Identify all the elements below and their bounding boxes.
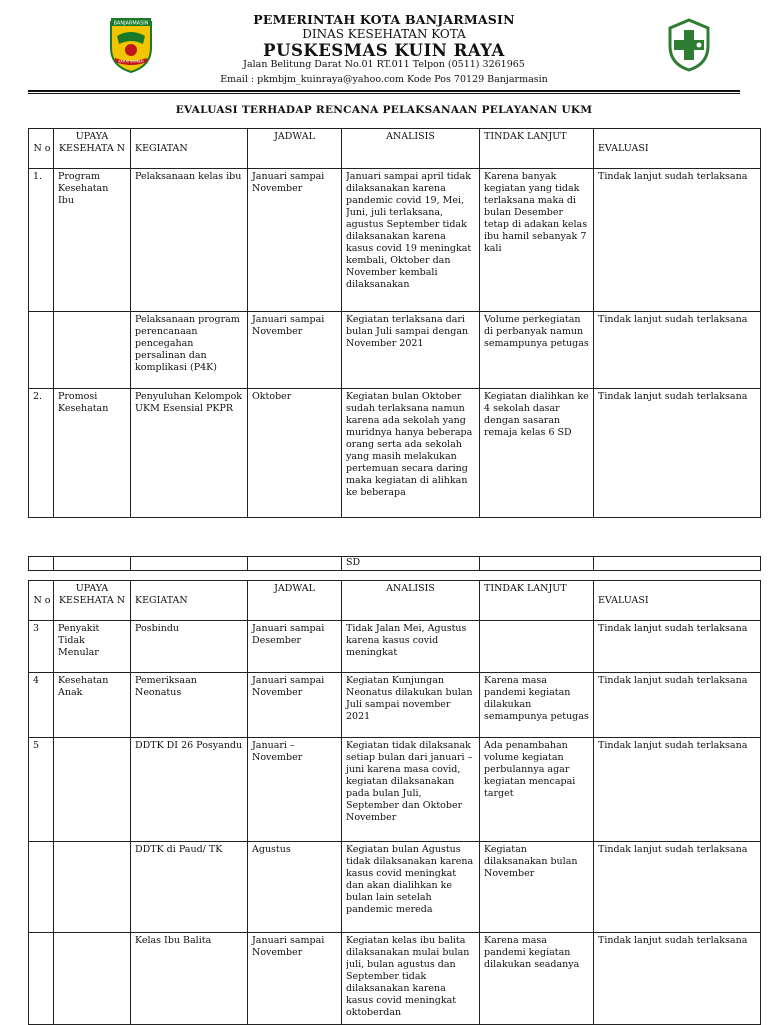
row-upaya [54,933,131,1025]
row-analisis: Kegiatan terlaksana dari bulan Juli sampai dengan November 2021 [342,312,480,389]
row-upaya [54,312,131,389]
row-tindak: Ada penambahan volume kegiatan perbulannya agar kegiatan mencapai target [480,738,594,842]
row-upaya: Penyakit Tidak Menular [54,621,131,673]
row-evaluasi: Tindak lanjut sudah terlaksana [594,169,761,312]
row-jadwal: Januari sampai November [248,169,342,312]
row-analisis [342,842,480,933]
row-kegiatan: Pelaksanaan kelas ibu [131,169,248,312]
table-header-row [29,129,761,169]
row-upaya: Kesehatan Anak [54,673,131,738]
crest-banner-text: KAYUH BAIMBAI [118,59,144,64]
org-name: PUSKESMAS KUIN RAYA [263,41,505,60]
row-kegiatan: Pelaksanaan program perencanaan pencegahan persalinan dan komplikasi (P4K) [131,312,248,389]
row-jadwal: Oktober [248,389,342,518]
gov-name: PEMERINTAH KOTA BANJARMASIN [253,12,515,27]
table-header-row [29,581,761,621]
col-kegiatan: KEGIATAN [131,581,248,621]
row-analisis-text: Kegiatan bulan Agustus tidak dilaksanakan karena kasus covid meningkat dan akan dialihkan ke bulan lain setelah pandemic mereda [346,844,474,915]
row-tindak: Kegiatan dialihkan ke 4 sekolah dasar dengan sasaran remaja kelas 6 SD [480,389,594,518]
row-tindak-text: Karena masa pandemi kegiatan dilakukan semampunya petugas [484,675,589,722]
header-rule [28,90,740,92]
col-tindak: TINDAK LANJUT [480,129,594,169]
col-analisis: ANALISIS [342,581,480,621]
table-row [29,933,761,1025]
row-tindak: Volume perkegiatan di perbanyak namun semampunya petugas [480,312,594,389]
row-tindak: Kegiatan dilaksanakan bulan November [480,842,594,933]
table-row [29,312,761,389]
row-upaya: Program Kesehatan Ibu [54,169,131,312]
row-analisis: Tidak Jalan Mei, Agustus karena kasus covid meningkat [342,621,480,673]
row-evaluasi: Tindak lanjut sudah terlaksana [594,673,761,738]
row-evaluasi: Tindak lanjut sudah terlaksana [594,389,761,518]
row-kegiatan: DDTK DI 26 Posyandu [131,738,248,842]
row-evaluasi: Tindak lanjut sudah terlaksana [594,738,761,842]
col-no: N o [29,581,54,621]
header-rule-thin [28,93,740,94]
col-evaluasi: EVALUASI [594,581,761,621]
letterhead [0,0,768,100]
puskesmas-cross-icon [664,18,714,72]
row-evaluasi: Tindak lanjut sudah terlaksana [594,312,761,389]
row-no [29,842,54,933]
org-address: Jalan Belitung Darat No.01 RT.011 Telpon (0511) 3261965 [243,59,525,70]
row-analisis-text: Kegiatan bulan Oktober sudah terlaksana namun karena ada sekolah yang muridnya hanya beberapa orang serta ada sekolah yang masih melakukan pertemuan secara daring maka kegiatan di alihkan ke beberapa [346,391,473,498]
document-title: EVALUASI TERHADAP RENCANA PELAKSANAAN PELAYANAN UKM [175,104,593,116]
org-email: Email : pkmbjm_kuinraya@yahoo.com Kode Pos 70129 Banjarmasin [220,74,548,85]
row-evaluasi: Tindak lanjut sudah terlaksana [594,842,761,933]
row-tindak: Karena banyak kegiatan yang tidak terlaksana maka di bulan Desember tetap di adakan kelas ibu hamil sebanyak 7 kali [480,169,594,312]
row-analisis: Kegiatan Kunjungan Neonatus dilakukan bulan Juli sampai november 2021 [342,673,480,738]
row-analisis: SD [342,557,480,571]
row-analisis-text: Kegiatan kelas ibu balita dilaksanakan mulai bulan juli, bulan agustus dan September tidak dilaksanakan karena kasus covid meningkat oktoberdan [346,935,470,1018]
row-no: 1. [29,169,54,312]
row-jadwal: Januari sampai November [248,933,342,1025]
row-no: 5 [29,738,54,842]
col-upaya: UPAYA KESEHATA N [54,129,131,169]
col-upaya: UPAYA KESEHATA N [54,581,131,621]
col-evaluasi: EVALUASI [594,129,761,169]
table-row [29,621,761,673]
row-analisis [342,933,480,1025]
row-upaya [54,738,131,842]
col-tindak: TINDAK LANJUT [480,581,594,621]
table-row [29,842,761,933]
continuation-row-table [28,556,761,571]
row-no: 2. [29,389,54,518]
row-upaya: Promosi Kesehatan [54,389,131,518]
row-no [29,933,54,1025]
row-no: 4 [29,673,54,738]
row-tindak [480,673,594,738]
row-jadwal: Agustus [248,842,342,933]
table-row [29,169,761,312]
evaluation-table-1 [28,128,761,518]
col-kegiatan: KEGIATAN [131,129,248,169]
col-no: N o [29,129,54,169]
crest-text: BANJARMASIN [113,20,149,27]
row-kegiatan: DDTK di Paud/ TK [131,842,248,933]
col-jadwal: JADWAL [248,129,342,169]
row-analisis [342,169,480,312]
col-jadwal: JADWAL [248,581,342,621]
row-kegiatan: Posbindu [131,621,248,673]
row-tindak: Karena masa pandemi kegiatan dilakukan seadanya [480,933,594,1025]
row-analisis: Kegiatan tidak dilaksanak setiap bulan dari januari – juni karena masa covid, kegiatan dilaksanakan pada bulan Juli, September dan Oktober November [342,738,480,842]
row-jadwal: Januari sampai Desember [248,621,342,673]
row-analisis-text: Januari sampai april tidak dilaksanakan karena pandemic covid 19, Mei, Juni, juli terlaksana, agustus September tidak dilaksanakan karena kasus covid 19 meningkat kembali, Oktober dan November kembali dilaksanakan [346,171,472,290]
row-no [29,312,54,389]
row-evaluasi: Tindak lanjut sudah terlaksana [594,621,761,673]
row-kegiatan: Kelas Ibu Balita [131,933,248,1025]
evaluation-table-2 [28,580,761,1025]
table-row [29,673,761,738]
table-row [29,389,761,518]
row-no: 3 [29,621,54,673]
row-jadwal: Januari sampai November [248,673,342,738]
table-row [29,738,761,842]
row-tindak [480,621,594,673]
row-jadwal: Januari – November [248,738,342,842]
row-kegiatan: Pemeriksaan Neonatus [131,673,248,738]
table-row [29,557,761,571]
col-analisis: ANALISIS [342,129,480,169]
row-evaluasi: Tindak lanjut sudah terlaksana [594,933,761,1025]
row-jadwal: Januari sampai November [248,312,342,389]
row-analisis [342,389,480,518]
row-kegiatan: Penyuluhan Kelompok UKM Esensial PKPR [131,389,248,518]
row-upaya [54,842,131,933]
dept-name: DINAS KESEHATAN KOTA [302,27,466,41]
